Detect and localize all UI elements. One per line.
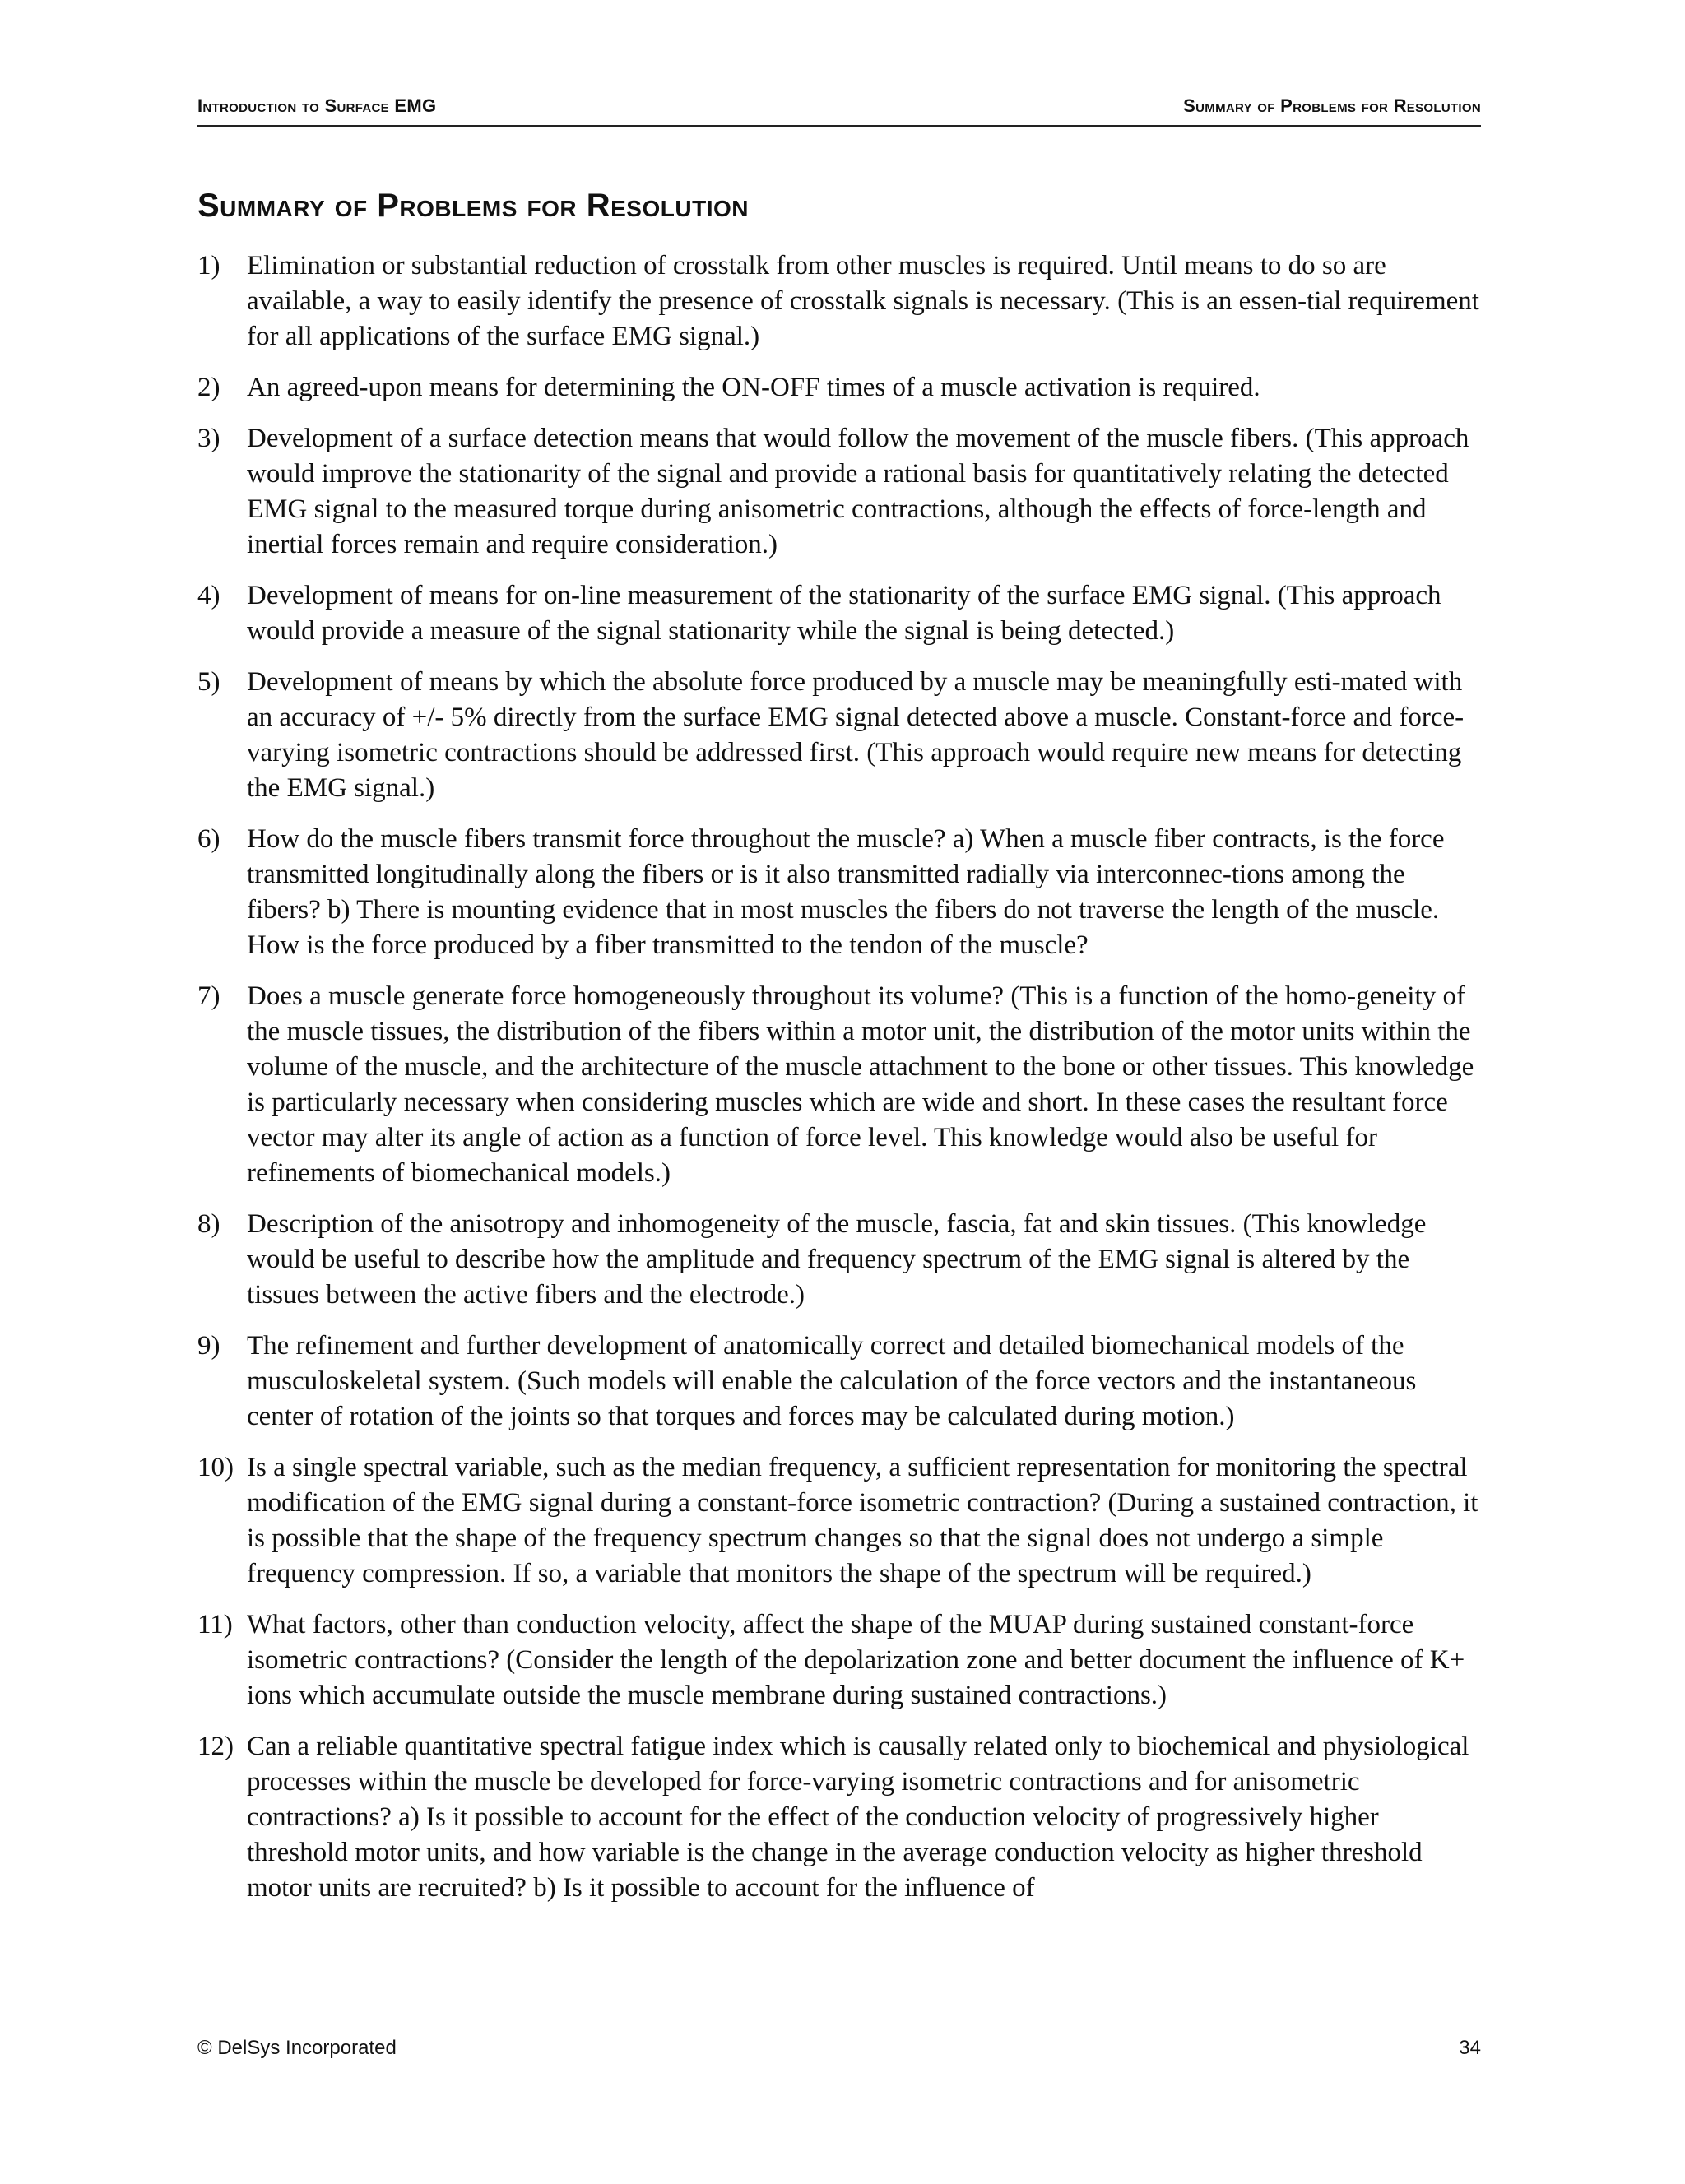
problem-item (197, 1450, 1481, 1592)
problem-text: Development of means by which the absolute force produced by a muscle may be meaningfully esti-mated with an accuracy of +/- 5% directly from the surface EMG signal detected above a muscle. Constant-force and force-varying isometric contractions should be addressed first. (This approach would require new means for detecting the EMG signal.) (247, 667, 1465, 803)
problem-number: 4) (197, 581, 220, 610)
problem-number: 8) (197, 1209, 220, 1239)
problem-text: How do the muscle fibers transmit force throughout the muscle? a) When a muscle fiber contracts, is the force transmitted longitudinally along the fibers or is it also transmitted radially via interconnec-tions among the fibers? b) There is mounting evidence that in most muscles the fibers do not traverse the length of the muscle. How is the force produced by a fiber transmitted to the tendon of the muscle? (247, 824, 1445, 960)
problem-number: 6) (197, 824, 220, 854)
section-title: Summary of Problems for Resolution (197, 188, 749, 224)
problem-item (197, 979, 1481, 1191)
problem-text: Description of the anisotropy and inhomogeneity of the muscle, fascia, fat and skin tissues. (This knowledge would be useful to describe how the amplitude and frequency spectrum of the EMG signal is altered by the tissues between the active fibers and the electrode.) (247, 1209, 1427, 1310)
problem-text: Can a reliable quantitative spectral fatigue index which is causally related only to biochemical and physiological processes within the muscle be developed for force-varying isometric contractions and for anisometric contractions? a) Is it possible to account for the effect of the conduction velocity of progressively higher threshold motor units, and how variable is the change in the average conduction velocity as higher threshold motor units are recruited? b) Is it possible to account for the influence of (247, 1732, 1469, 1903)
problem-text: The refinement and further development of anatomically correct and detailed biomechanical models of the musculoskeletal system. (Such models will enable the calculation of the force vectors and the instantaneous center of rotation of the joints so that torques and forces may be calculated during motion.) (247, 1331, 1417, 1431)
problem-number: 9) (197, 1331, 220, 1361)
problem-item (197, 248, 1481, 355)
problem-text: An agreed-upon means for determining the ON-OFF times of a muscle activation is required. (247, 373, 1260, 402)
problem-number: 1) (197, 251, 220, 281)
problem-item (197, 1328, 1481, 1435)
problem-item (197, 578, 1481, 649)
header-right-title: Summary of Problems for Resolution (1183, 95, 1481, 116)
footer-copyright: © DelSys Incorporated (197, 2037, 397, 2059)
problem-item (197, 370, 1481, 406)
problem-number: 10) (197, 1453, 234, 1482)
problem-item (197, 1607, 1481, 1713)
page-number: 34 (1459, 2037, 1481, 2059)
problem-text: What factors, other than conduction velocity, affect the shape of the MUAP during sustained constant-force isometric contractions? (Consider the length of the depolarization zone and better document the influence of K+ ions which accumulate outside the muscle membrane during sustained contractions.) (247, 1610, 1465, 1710)
problem-item (197, 822, 1481, 963)
problem-text: Development of means for on-line measurement of the stationarity of the surface EMG signal. (This approach would provide a measure of the signal stationarity while the signal is being detected.) (247, 581, 1441, 646)
problem-text: Does a muscle generate force homogeneously throughout its volume? (This is a function of the homo-geneity of the muscle tissues, the distribution of the fibers within a motor unit, the distribution of the motor units within the volume of the muscle, and the architecture of the muscle attachment to the bone or other tissues. This knowledge is particularly necessary when considering muscles which are wide and short. In these cases the resultant force vector may alter its angle of action as a function of force level. This knowledge would also be useful for refinements of biomechanical models.) (247, 981, 1474, 1188)
problem-item (197, 421, 1481, 563)
problem-list (197, 248, 1481, 1922)
problem-item (197, 1729, 1481, 1906)
problem-number: 7) (197, 981, 220, 1011)
problem-number: 12) (197, 1732, 234, 1761)
problem-item (197, 665, 1481, 806)
problem-number: 5) (197, 667, 220, 697)
problem-text: Elimination or substantial reduction of crosstalk from other muscles is required. Until means to do so are available, a way to easily identify the presence of crosstalk signals is necessary. (This is an essen-tial requirement for all applications of the surface EMG signal.) (247, 251, 1479, 351)
problem-text: Development of a surface detection means that would follow the movement of the muscle fibers. (This approach would improve the stationarity of the signal and provide a rational basis for quantitatively relating the detected EMG signal to the measured torque during anisometric contractions, although the effects of force-length and inertial forces remain and require consideration.) (247, 424, 1469, 559)
running-header (197, 92, 1481, 127)
header-left-title: Introduction to Surface EMG (197, 95, 437, 116)
problem-item (197, 1207, 1481, 1313)
problem-number: 2) (197, 373, 220, 402)
problem-number: 11) (197, 1610, 233, 1639)
problem-text: Is a single spectral variable, such as the median frequency, a sufficient representation for monitoring the spectral modification of the EMG signal during a constant-force isometric contraction? (During a sustained contraction, it is possible that the shape of the frequency spectrum changes so that the signal does not undergo a simple frequency compression. If so, a variable that monitors the shape of the spectrum will be required.) (247, 1453, 1478, 1588)
problem-number: 3) (197, 424, 220, 453)
